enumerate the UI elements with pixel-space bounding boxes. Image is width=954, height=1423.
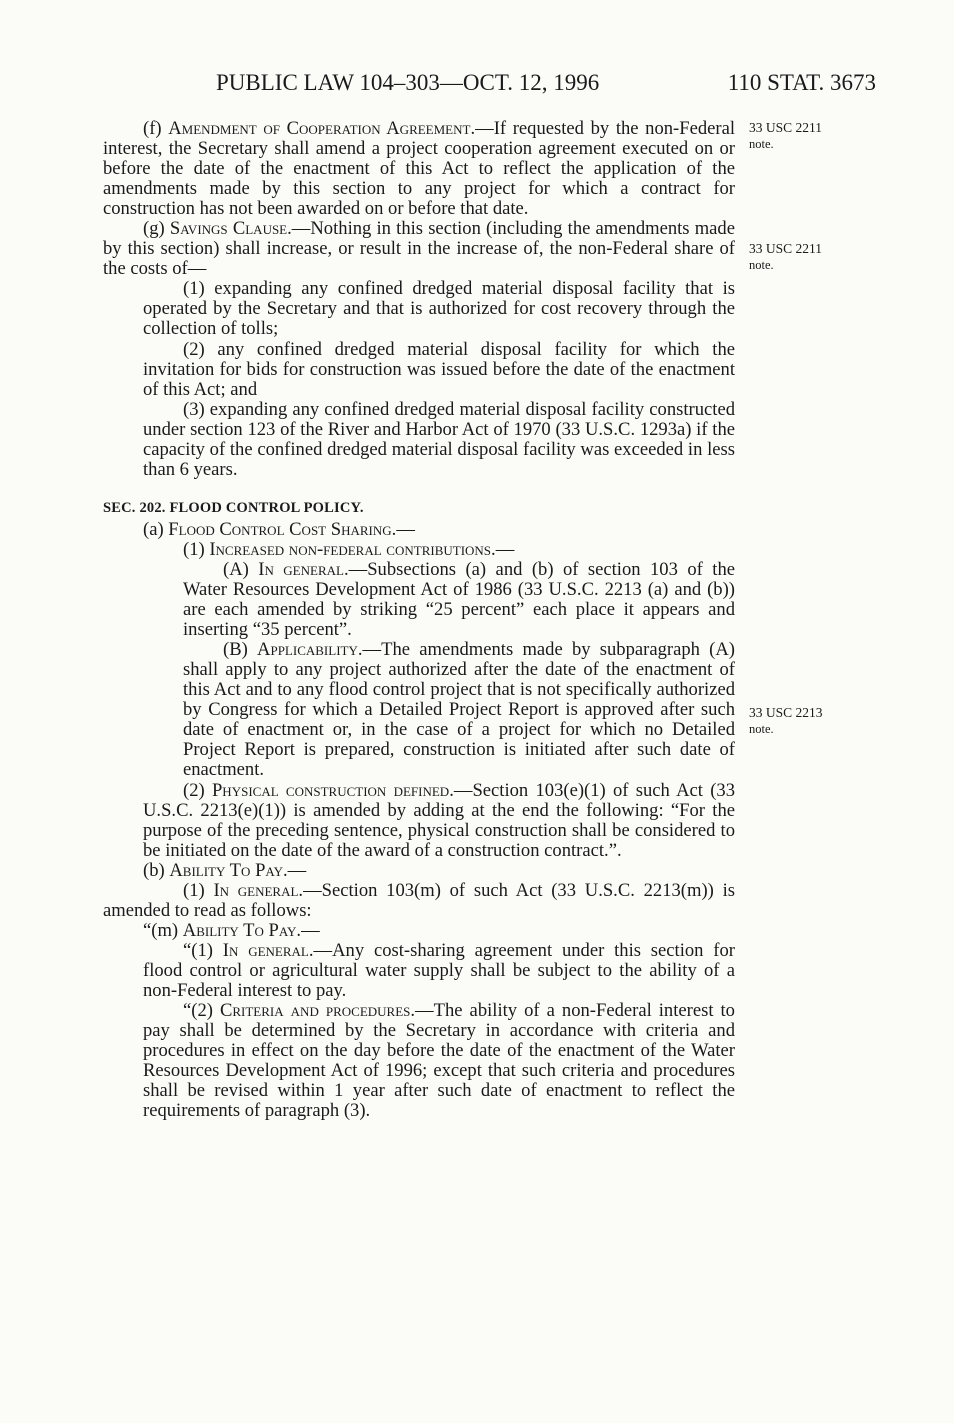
paragraph-text: —Any cost-sharing agreement under this section for flood control or agricultural water supply shall be subject to the ability of a non-Federal interest to pay. <box>143 939 735 1001</box>
quoted-paragraph-m2 <box>103 1001 735 1121</box>
margin-note-suffix: note. <box>749 137 774 151</box>
page-body <box>103 119 735 1121</box>
subsection-b <box>103 861 735 881</box>
margin-note-suffix: note. <box>749 722 774 736</box>
margin-note-3 <box>749 705 823 737</box>
paragraph-number: (2) <box>183 779 205 801</box>
paragraph-heading: Physical construction defined. <box>211 779 454 801</box>
paragraph-text: — <box>495 538 515 560</box>
subparagraph-text: —The amendments made by subparagraph (A) shall apply to any project authorized after the date of the enactment of this Act and to any flood control project that is not specifically authorized by Congress for which a Detailed Project Report is approved after such date of enactment or, in the case of a project for which no Detailed Project Report is prepared, construction is initiated after such date of enactment. <box>183 639 735 781</box>
subsection-number: (b) <box>143 859 165 881</box>
subparagraph-heading: Applicability. <box>257 639 363 661</box>
subsection-f <box>103 119 735 219</box>
paragraph-g1: (1) expanding any confined dredged material disposal facility that is operated by the Secretary and that is authorized for cost recovery through the collection of tolls; <box>143 278 735 340</box>
paragraph-text: —The ability of a non-Federal interest to pay shall be determined by the Secretary in accordance with criteria and procedures in effect on the day before the date of the enactment of the Water Resources Development Act of 1996; except that such criteria and procedures shall be revised within 1 year after such date of enactment to reflect the requirements of paragraph (3). <box>143 1000 735 1122</box>
subsection-heading: Ability To Pay. <box>169 859 288 881</box>
margin-note-citation: 33 USC 2211 <box>749 241 823 256</box>
paragraph-heading: In general. <box>213 879 304 901</box>
margin-note-2 <box>749 241 822 273</box>
subsection-heading: Flood Control Cost Sharing. <box>168 518 397 540</box>
subsection-number: (f) <box>143 118 162 139</box>
paragraph-g2: (2) any confined dredged material disposal facility for which the invitation for bids for construction was issued before the date of the enactment of this Act; and <box>143 338 735 400</box>
paragraph-a2 <box>103 781 735 861</box>
margin-note-citation: 33 USC 2213 <box>749 705 823 720</box>
subsection-number: (a) <box>143 518 164 540</box>
subsection-text: — <box>396 518 415 540</box>
subsection-number: (g) <box>143 218 165 240</box>
subparagraph-number: (B) <box>223 639 248 661</box>
paragraph-number: (1) <box>183 538 205 560</box>
subparagraph-text: —Subsections (a) and (b) of section 103 of the Water Resources Development Act of 1986 (33 U.S.C. 2213 (a) and (b)) are each amended by striking “25 percent” each place it appears and inserting “35 percent”. <box>183 558 735 641</box>
quoted-subsection-m <box>103 921 735 941</box>
subparagraph-number: (A) <box>223 558 249 580</box>
subparagraph-heading: In general. <box>258 558 349 580</box>
subparagraph-a1A <box>103 560 735 640</box>
paragraph-heading: In general. <box>222 939 314 961</box>
paragraph-heading: Increased non-federal contributions. <box>209 538 496 560</box>
margin-note-1 <box>749 120 822 152</box>
subsection-text: — <box>287 859 307 881</box>
margin-note-suffix: note. <box>749 258 774 272</box>
subsection-text: —If requested by the non-Federal interest, the Secretary shall amend a project cooperation agreement executed on or before the date of the enactment of this Act to reflect the application of the amendments made by this section to any project for which a contract for construction has not been awarded on or before that date. <box>103 118 735 220</box>
subsection-number: “(m) <box>143 919 179 941</box>
paragraph-text: —Section 103(e)(1) of such Act (33 U.S.C. 2213(e)(1)) is amended by adding at the end the following: “For the purpose of the preceding sentence, physical construction shall be considered to be initiated on the date of the award of a construction contract.”. <box>143 779 735 861</box>
subsection-heading: Ability To Pay. <box>182 919 302 941</box>
paragraph-number: “(2) <box>183 1000 213 1022</box>
section-heading: SEC. 202. FLOOD CONTROL POLICY. <box>103 499 364 516</box>
paragraph-number: (1) <box>183 879 205 901</box>
subsection-text: — <box>301 919 320 941</box>
subsection-text: —Nothing in this section (including the amendments made by this section) shall increase, or result in the increase of, the non-Federal share of the costs of— <box>103 218 735 280</box>
subparagraph-a1B <box>103 640 735 780</box>
paragraph-b1 <box>103 881 735 921</box>
running-header-title: PUBLIC LAW 104–303—OCT. 12, 1996 <box>216 70 600 95</box>
paragraph-number: “(1) <box>183 939 213 961</box>
quoted-paragraph-m1 <box>103 941 735 1001</box>
margin-note-citation: 33 USC 2211 <box>749 120 823 135</box>
subsection-g <box>103 219 735 279</box>
paragraph-heading: Criteria and procedures. <box>219 1000 416 1022</box>
paragraph-text: —Section 103(m) of such Act (33 U.S.C. 2213(m)) is amended to read as follows: <box>103 879 735 921</box>
subsection-a <box>103 520 735 540</box>
subsection-heading: Amendment of Cooperation Agreement. <box>168 118 476 139</box>
paragraph-a1 <box>103 540 735 560</box>
subsection-heading: Savings Clause. <box>169 218 292 240</box>
running-header-page: 110 STAT. 3673 <box>727 70 876 95</box>
paragraph-g3: (3) expanding any confined dredged material disposal facility constructed under section 123 of the River and Harbor Act of 1970 (33 U.S.C. 1293a) if the capacity of the confined dredged material disposal facility was exceeded in less than 6 years. <box>143 398 735 480</box>
